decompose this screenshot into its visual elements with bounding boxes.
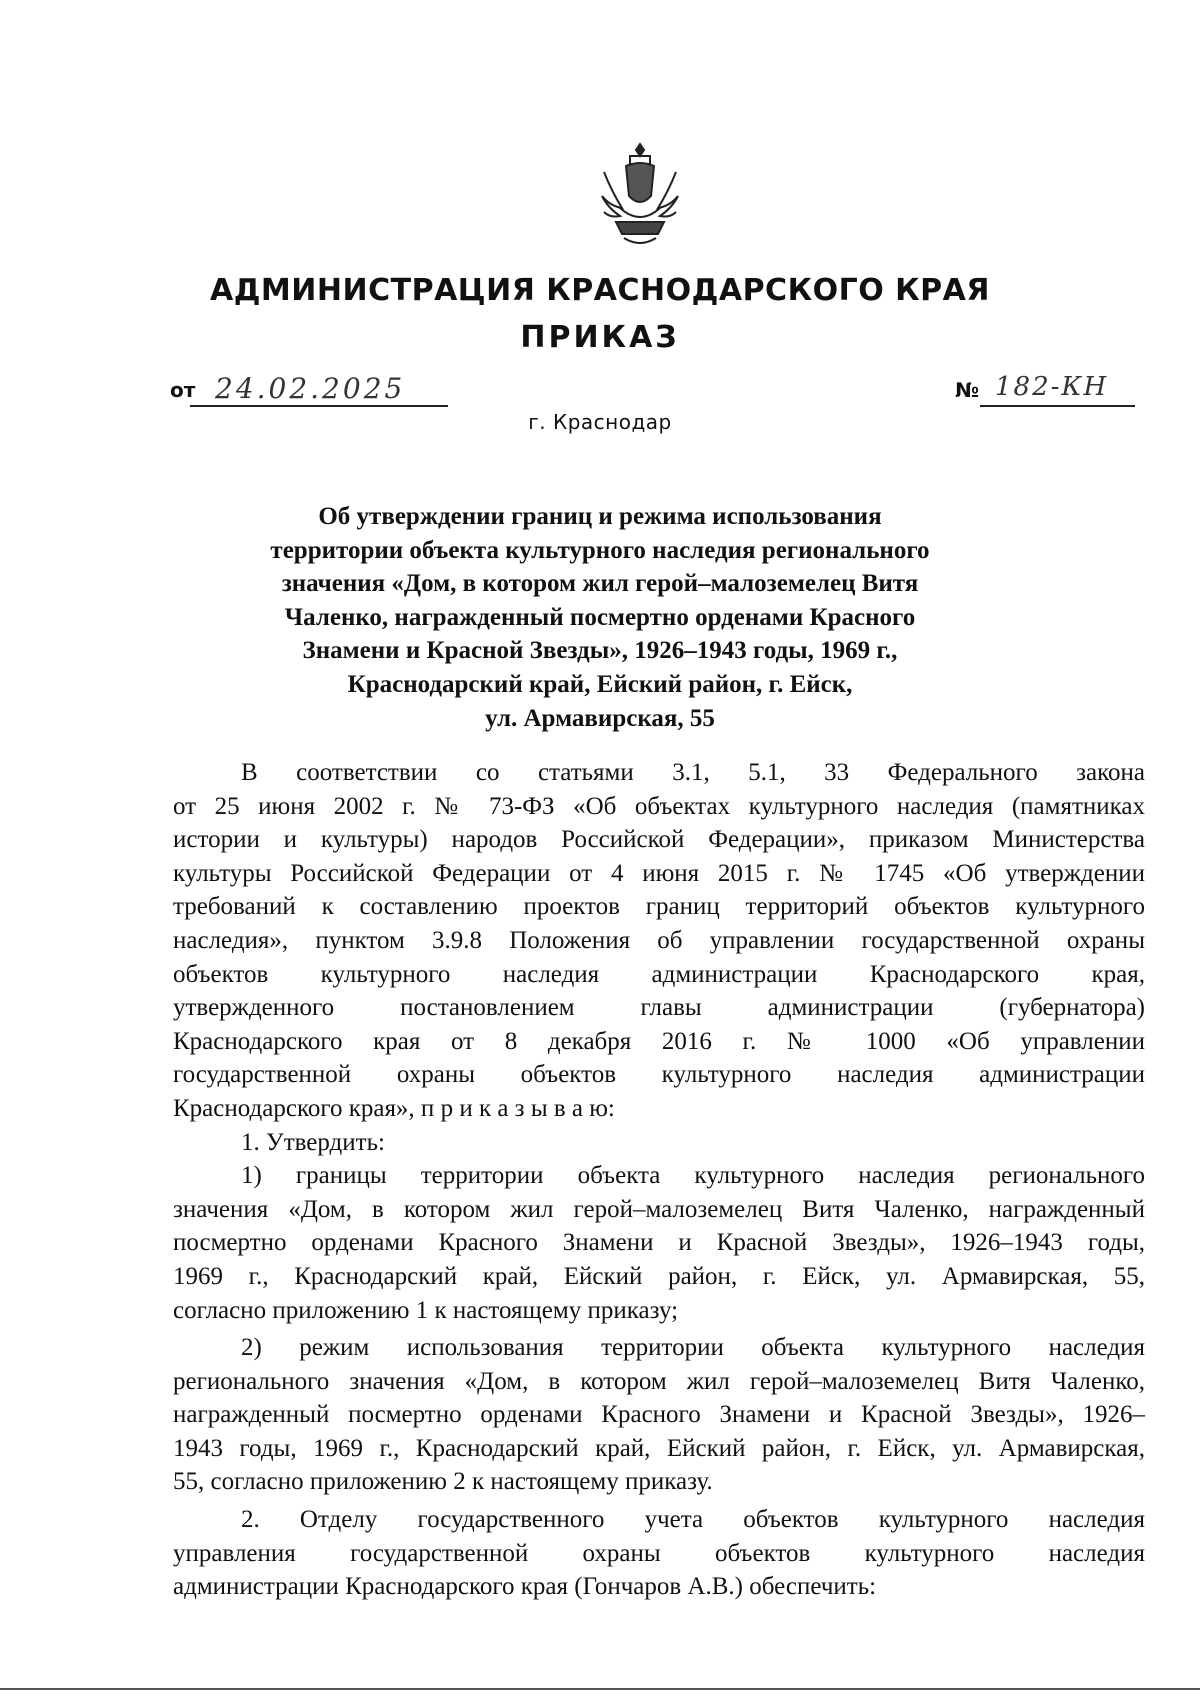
number-label: № xyxy=(955,378,980,402)
item-1-title: 1. Утвердить: xyxy=(241,1128,385,1156)
document-type: ПРИКАЗ xyxy=(520,320,680,355)
item-1-1-line: 1) границы территории объекта культурного наследия регионального xyxy=(241,1162,1145,1190)
item-1-2-line: 1943 годы, 1969 г., Краснодарский край, Ейский район, г. Ейск, ул. Армавирская, xyxy=(173,1434,1145,1462)
date-label: от xyxy=(170,378,196,402)
preamble-line: от 25 июня 2002 г. № 73-ФЗ «Об объектах культурного наследия (памятниках xyxy=(173,792,1145,820)
preamble-line: культуры Российской Федерации от 4 июня 2015 г. № 1745 «Об утверждении xyxy=(173,859,1145,887)
subject-line: Об утверждении границ и режима использования xyxy=(318,503,882,530)
preamble-line: В соответствии со статьями 3.1, 5.1, 33 Федерального закона xyxy=(241,759,1145,786)
item-1-2-line: награжденный посмертно орденами Красного Знамени и Красной Звезды», 1926– xyxy=(173,1401,1145,1429)
organization-name: АДМИНИСТРАЦИЯ КРАСНОДАРСКОГО КРАЯ xyxy=(210,273,990,308)
page-bottom-edge xyxy=(0,1688,1200,1690)
date-value-handwritten: 24.02.2025 xyxy=(215,372,406,405)
preamble-line: Краснодарского края от 8 декабря 2016 г. № 1000 «Об управлении xyxy=(173,1027,1145,1055)
subject-line: Знамени и Красной Звезды», 1926–1943 годы, 1969 г., xyxy=(302,637,898,665)
subject-line: Краснодарский край, Ейский район, г. Ейск, xyxy=(347,670,853,698)
item-1-2-line: 2) режим использования территории объекта культурного наследия xyxy=(241,1334,1145,1362)
item-1-2-line: 55, согласно приложению 2 к настоящему приказу. xyxy=(173,1468,713,1496)
subject-line: Чаленко, награжденный посмертно орденами Красного xyxy=(284,603,916,631)
item-2-line: управления государственной охраны объектов культурного наследия xyxy=(173,1539,1145,1567)
preamble-line: истории и культуры) народов Российской Федерации», приказом Министерства xyxy=(173,826,1145,854)
preamble-line: утвержденного постановлением главы администрации (губернатора) xyxy=(173,994,1145,1022)
item-1-1-line: посмертно орденами Красного Знамени и Красной Звезды», 1926–1943 годы, xyxy=(173,1229,1145,1257)
subject-line: значения «Дом, в котором жил герой–малоземелец Витя xyxy=(281,570,919,598)
item-1-1-line: согласно приложению 1 к настоящему приказу; xyxy=(173,1296,679,1324)
subject-line: ул. Армавирская, 55 xyxy=(485,704,715,732)
preamble-line: Краснодарского края», п р и к а з ы в а ю: xyxy=(173,1094,615,1122)
preamble-line: наследия», пунктом 3.9.8 Положения об управлении государственной охраны xyxy=(173,926,1145,954)
date-underline xyxy=(190,405,448,407)
preamble-line: требований к составлению проектов границ территорий объектов культурного xyxy=(173,893,1145,921)
preamble-line: объектов культурного наследия администрации Краснодарского края, xyxy=(173,960,1145,988)
preamble-line: государственной охраны объектов культурного наследия администрации xyxy=(173,1061,1145,1089)
krasnodar-coat-of-arms-icon xyxy=(596,142,684,250)
number-underline xyxy=(980,405,1135,407)
item-1-1-line: 1969 г., Краснодарский край, Ейский район, г. Ейск, ул. Армавирская, 55, xyxy=(173,1262,1145,1290)
document-subject xyxy=(230,500,970,735)
city-name: г. Краснодар xyxy=(528,410,672,434)
item-2-line: администрации Краснодарского края (Гончаров А.В.) обеспечить: xyxy=(173,1573,877,1601)
document-body xyxy=(173,756,1145,1604)
item-2-line: 2. Отделу государственного учета объектов культурного наследия xyxy=(241,1506,1145,1534)
subject-line: территории объекта культурного наследия регионального xyxy=(270,536,930,564)
item-1-1-line: значения «Дом, в котором жил герой–малоземелец Витя Чаленко, награжденный xyxy=(173,1195,1145,1223)
item-1-2-line: регионального значения «Дом, в котором жил герой–малоземелец Витя Чаленко, xyxy=(173,1367,1145,1395)
number-value-handwritten: 182-КН xyxy=(995,372,1109,402)
